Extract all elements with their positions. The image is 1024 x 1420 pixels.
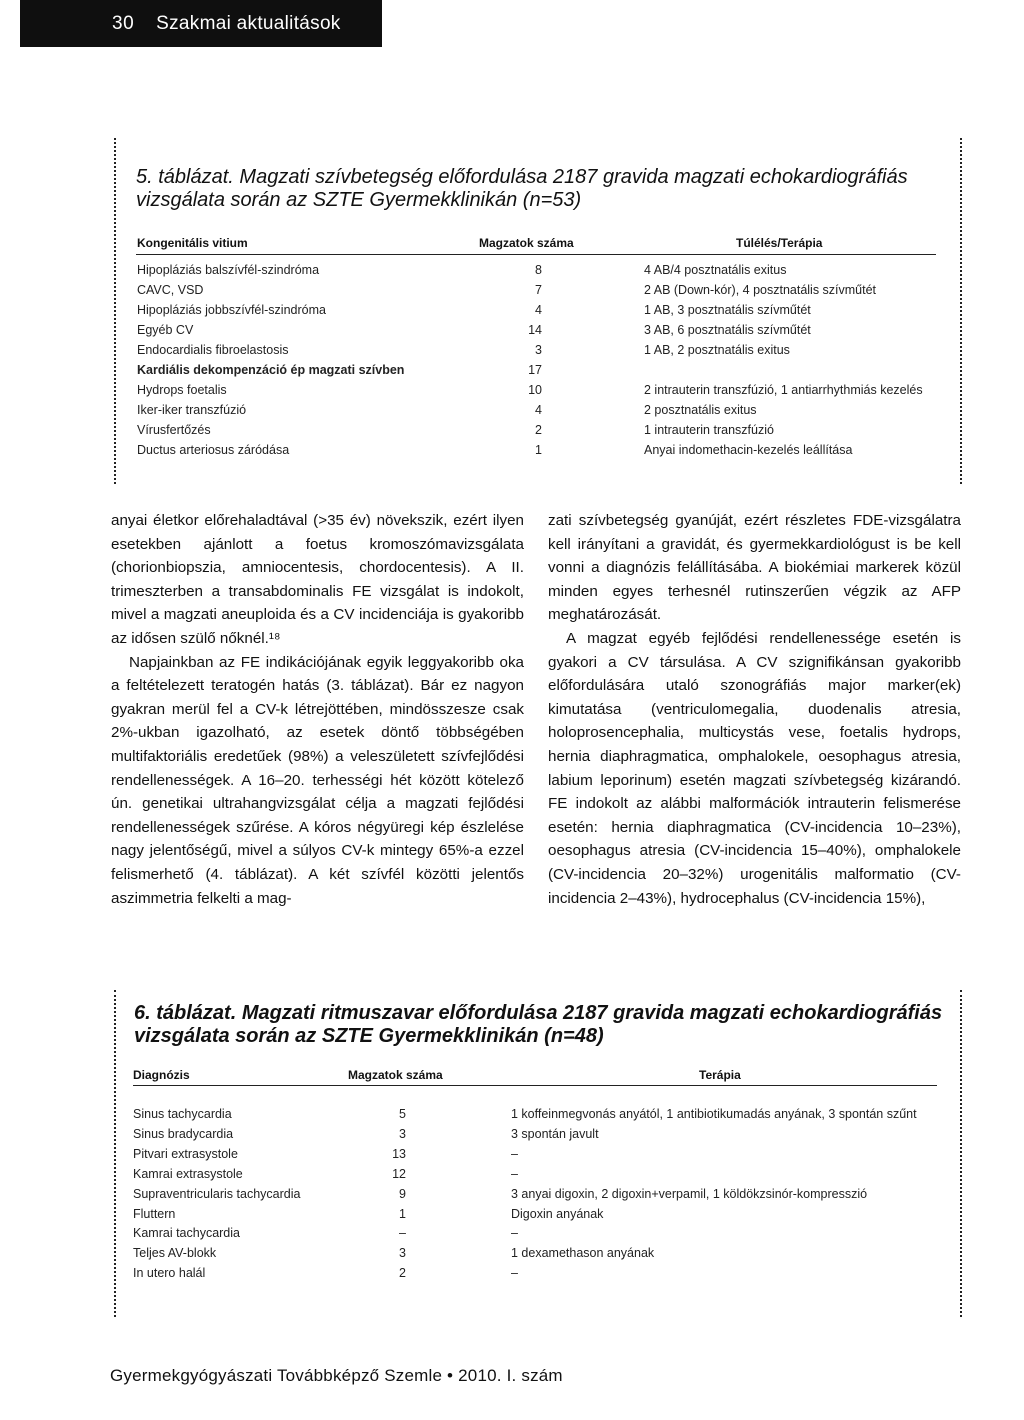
table-5-header-vitium: Kongenitális vitium: [137, 236, 248, 250]
table-5-cell-count: 8: [535, 263, 542, 277]
table-6-rule: [133, 1085, 937, 1086]
body-right-paragraph-2: A magzat egyéb fejlődési rendellenessége esetén is gyakori a CV társulása. A CV szignifikánsan gyakoribb előfordulására utaló szonográfiás major marker(ek) kimutatása (ventriculomegalia, duodenalis atresia, holoprosencephalia, multicystás vese, foetalis hydrops, hernia diaphragmatica, omphalokele, oesophagus atresia, labium leporinum) esetén magzati szívbetegség kizárandó. FE indokolt az alábbi malformációk intrauterin felismerése esetén: hernia diaphragmatica (CV-incidencia 10–23%), oesophagus atresia (CV-incidencia 15–40%), omphalokele (CV-incidencia 20–32%) urogenitális malformatio (CV-incidencia 2–43%), hydrocephalus (CV-incidencia 15%),: [548, 629, 961, 907]
table-5-cell-name: Endocardialis fibroelastosis: [137, 343, 289, 357]
table-5-cell-outcome: Anyai indomethacin-kezelés leállítása: [644, 443, 853, 457]
table-6-cell-count: 2: [399, 1266, 406, 1281]
table-6-cell-name: Pitvari extrasystole: [133, 1146, 238, 1161]
table-5-cell-count: 4: [535, 303, 542, 317]
table-5-cell-outcome: 2 posztnatális exitus: [644, 403, 757, 417]
table-6-cell-count: 3: [399, 1246, 406, 1261]
table-5-title-line1: Magzati szívbetegség előfordulása 2187 gravida magzati echokardiográfiás: [239, 166, 908, 188]
table-6-cell-name: Kamrai tachycardia: [133, 1226, 240, 1241]
table-6-cell-name: Fluttern: [133, 1206, 176, 1221]
table-6-cell-therapy: 1 dexamethason anyának: [511, 1246, 655, 1261]
table-5-cell-name: Hipopláziás jobbszívfél-szindróma: [137, 303, 326, 317]
table-6-header-therapy: Terápia: [699, 1068, 741, 1082]
table-5-caption: [136, 166, 908, 212]
body-left-paragraph-1: anyai életkor előrehaladtával (>35 év) növekszik, ezért ilyen esetekben ajánlott a foetus kromoszómavizsgálata (chorionbiopszia, amniocentesis, chordocentesis). A II. trimeszterben a transabdominalis FE vizsgálat is indokolt, mivel a magzati aneuploida és a CV incidenciája is gyakoribb az idősen szülő nőknél.¹⁸: [111, 512, 524, 647]
table-6-cell-therapy: 3 anyai digoxin, 2 digoxin+verpamil, 1 köldökzsinór-kompresszió: [511, 1186, 868, 1201]
table-6-cell-therapy: –: [511, 1266, 518, 1281]
table-5-cell-outcome: 2 AB (Down-kór), 4 posztnatális szívműtét: [644, 283, 877, 297]
table-5-cell-name: Hipopláziás balszívfél-szindróma: [137, 263, 320, 277]
table-5-cell-count: 14: [528, 323, 542, 337]
table-5-cell-outcome: 2 intrauterin transzfúzió, 1 antiarrhythmiás kezelés: [644, 383, 923, 397]
table-5-header-count: Magzatok száma: [479, 236, 574, 250]
section-title: Szakmai aktualitások: [156, 12, 341, 34]
table-5-cell-name: Iker-iker transzfúzió: [137, 403, 247, 417]
table-6-cell-name: Teljes AV-blokk: [133, 1246, 217, 1261]
body-left-paragraph-2: Napjainkban az FE indikációjának egyik leggyakoribb oka a feltételezett teratogén hatás (3. táblázat). Bár ez nagyon gyakran merül fel a CV-k létrejöttében, mindösszesze csak 2%-ukban igazolható, az esetek döntő többségében multifaktoriális eredetűek (98%) a veleszületett szívfejlődési rendellenességek. A 16–20. terhességi hét között kötelező ún. genetikai ultrahangvizsgálat célja a magzati fejlődési rendellenességek szűrése. A kóros négyüregi kép észlelése nagy jelentőségű, mivel a súlyos CV-k mintegy 65%-a ezzel felismerhető (4. táblázat). A két szívfél közötti jelentős aszimmetria felkelti a mag-: [111, 653, 524, 907]
table-6-cell-therapy: –: [511, 1146, 518, 1161]
table-6-cell-name: In utero halál: [133, 1266, 206, 1281]
table-6-cell-name: Sinus tachycardia: [133, 1107, 232, 1121]
table-6-cell-count: 13: [392, 1146, 406, 1161]
table-5-cell-outcome: 1 intrauterin transzfúzió: [644, 423, 774, 437]
table-5-title-line2: vizsgálata során az SZTE Gyermekklinikán (n=53): [136, 189, 582, 211]
table-5-rule: [136, 254, 936, 255]
table-6-cell-therapy: –: [511, 1226, 518, 1241]
table-5-cell-outcome: 4 AB/4 posztnatális exitus: [644, 263, 787, 277]
table-6-cell-therapy: 1 koffeinmegvonás anyától, 1 antibiotikumadás anyának, 3 spontán szűnt: [511, 1107, 917, 1121]
page-number: 30: [112, 12, 135, 34]
table-5-cell-count: 2: [535, 423, 542, 437]
journal-footer: Gyermekgyógyászati Továbbképző Szemle • 2010. I. szám: [110, 1366, 563, 1385]
table-6-label: 6. táblázat.: [134, 1002, 237, 1024]
table-6-header-count: Magzatok száma: [348, 1068, 443, 1082]
table-5-cell-outcome: 3 AB, 6 posztnatális szívműtét: [644, 323, 811, 337]
table-6-cell-name: Sinus bradycardia: [133, 1126, 234, 1141]
table-5-cell-name: Ductus arteriosus záródása: [137, 443, 290, 457]
table-6-cell-count: 3: [399, 1126, 406, 1141]
table-5-cell-name: CAVC, VSD: [137, 283, 204, 297]
table-5-cell-name: Egyéb CV: [137, 323, 194, 337]
body-right-paragraph-1: zati szívbetegség gyanúját, ezért részletes FDE-vizsgálatra kell irányítani a gravidát, és gyermekkardiológust is be kell vonni a diagnózis felállításába. A biokémiai markerek közül minden egyes terhesnél rutinszerűen végzik az AFP meghatározását.: [548, 512, 961, 624]
table-6-cell-name: Kamrai extrasystole: [133, 1166, 243, 1181]
table-6-cell-count: 12: [392, 1166, 406, 1181]
table-6-cell-therapy: Digoxin anyának: [511, 1206, 604, 1221]
table-5-cell-outcome: 1 AB, 2 posztnatális exitus: [644, 343, 790, 357]
table-6-cell-count: 1: [399, 1206, 406, 1221]
table-6-cell-count: –: [399, 1226, 406, 1241]
table-5-label: 5. táblázat.: [136, 166, 234, 188]
table-5-cell-name: Hydrops foetalis: [137, 383, 227, 397]
table-5-cell-count: 3: [535, 343, 542, 357]
table-6-cell-therapy: –: [511, 1166, 518, 1181]
table-5-header-outcome: Túlélés/Terápia: [736, 236, 823, 250]
table-6-caption: [134, 1002, 942, 1048]
table-5-cell-outcome: 1 AB, 3 posztnatális szívműtét: [644, 303, 811, 317]
table-5-cell-count: 4: [535, 403, 542, 417]
table-6-cell-name: Supraventricularis tachycardia: [133, 1186, 301, 1201]
table-5-cell-count: 10: [528, 383, 542, 397]
body-column-left: [111, 509, 524, 910]
table-5-cell-name: Kardiális dekompenzáció ép magzati szívben: [137, 363, 405, 377]
table-6-title-line1: Magzati ritmuszavar előfordulása 2187 gravida magzati echokardiográfiás: [241, 1002, 943, 1024]
table-5-cell-name: Vírusfertőzés: [137, 423, 211, 437]
page-header: [20, 0, 382, 47]
table-6-cell-count: 5: [399, 1107, 406, 1121]
table-6-header-diagnosis: Diagnózis: [133, 1068, 190, 1082]
table-5-cell-count: 17: [528, 363, 542, 377]
body-column-right: [548, 509, 961, 910]
table-6-cell-therapy: 3 spontán javult: [511, 1126, 599, 1141]
table-6-title-line2: vizsgálata során az SZTE Gyermekklinikán (n=48): [134, 1025, 604, 1047]
table-6-cell-count: 9: [399, 1186, 406, 1201]
table-5-cell-count: 1: [535, 443, 542, 457]
table-5-cell-count: 7: [535, 283, 542, 297]
